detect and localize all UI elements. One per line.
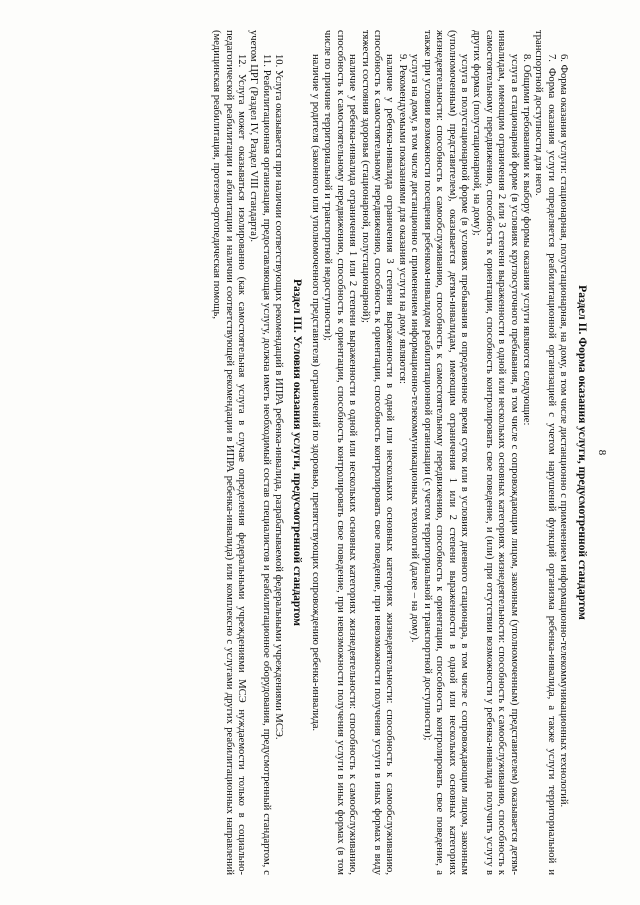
- paragraph: 12. Услуга может оказываться изолированно (как самостоятельная услуга в случае определения федеральными учреждениями МСЭ нуждаемости только в социально-педагогической реабилитации и абилитации и наличии соответствующей рекомендации в ИПРА ребенка-инвалида) или комплексно с услугами других реабилитационных направлений (медицинская реабилитация, протезно-ортопедическая помощь,: [211, 30, 248, 875]
- paragraph: услуга на дому, в том числе дистанционно с применением информационно-телекоммуникационных технологий (далее – на дому).: [409, 54, 421, 643]
- paragraph: услуга в полустационарной форме (в условиях пребывания в определенное время суток или в условиях дневного стационара, в том числе с сопровождающим лицом, законным (уполномоченным) представителем), оказывается детям-инвалидам, имеющим ограничения 1 или 2 степени выраженности в одной или нескольких основных категориях жизнедеятельности: способность к самообслуживанию, способность к самостоятельному передвижению, способность к ориентации, способность контролировать свое поведение, а также при условии возможности посещения ребенком-инвалидом реабилитационной организации (с учетом территориальной и транспортной доступности);: [421, 30, 470, 875]
- paragraph: 8. Общими требованиями к выбору формы оказания услуги являются следующие:: [520, 54, 532, 426]
- page-number: 8: [596, 449, 608, 456]
- paragraph: 9. Рекомендуемыми показаниями для оказания услуги на дому являются:: [396, 54, 408, 384]
- section-3-title: Раздел III. Условия оказания услуги, предусмотренной стандартом: [290, 278, 303, 627]
- paragraph: наличие у родителя (законного или уполномоченного представителя) ограничений по здоровью, препятствующих сопровождению ребенка-инвалида.: [310, 54, 322, 732]
- paragraph: 11. Реабилитационная организация, предоставляющая услугу, должна иметь необходимый состав специалистов и реабилитационное оборудования, предусмотренный стандартом, с учетом ЦРГ (Раздел IV, Раздел VIII стандарта).: [248, 30, 272, 875]
- paragraph: услуга в стационарной форме (в условиях круглосуточного пребывания, в том числе с сопровождающим лицом, законным (уполномоченным) представителем) оказывается детям-инвалидам, имеющим ограничения 2 или 3 степени выраженности в одной или нескольких основных категориях жизнедеятельности: способность к самообслуживанию, способность к самостоятельному передвижению, способность к ориентации, способность контролировать свое поведение, и (или) при отсутствии возможности у ребенка-инвалида получить услугу в других формах (полустационарной, на дому);: [471, 30, 520, 875]
- paragraph: 10. Услуга оказывается при наличии соответствующих рекомендаций в ИПРА ребенка-инвалида, разрабатываемой федеральными учреждениями МСЭ.: [273, 54, 285, 740]
- paragraph: 7. Форма оказания услуги определяется реабилитационной организацией с учетом нарушений функций организма ребенка-инвалида, а также услуги территориальной и транспортной доступности для него.: [533, 30, 557, 875]
- paragraph: наличие у ребенка-инвалида ограничения 1 или 2 степени выраженности в одной или нескольких основных категориях жизнедеятельности: способность к самообслуживанию, способность к самостоятельному передвижению, способность к ориентации, способность контролировать свое поведение, при невозможности получения услуги в иных формах (в том числе по причине территориальной и транспортной недоступности);: [322, 30, 359, 875]
- rotated-text-block: [48, 30, 608, 875]
- section-2-title: Раздел II. Форма оказания услуги, предусмотренной стандартом: [575, 285, 588, 620]
- paragraph: наличие у ребенка-инвалида ограничения 3 степени выраженности в одной или нескольких основных категориях жизнедеятельности: способность к самообслуживанию, способность к самостоятельному передвижению, способность к ориентации, способность контролировать свое поведение, при невозможности получения услуги в иных формах в виду тяжести состояния здоровья (стационарной, полустационарной);: [359, 30, 396, 875]
- paragraph: 6. Форма оказания услуги: стационарная, полустационарная, на дому, в том числе дистанционно с применением информационно-телекоммуникационных технологий.: [558, 54, 570, 808]
